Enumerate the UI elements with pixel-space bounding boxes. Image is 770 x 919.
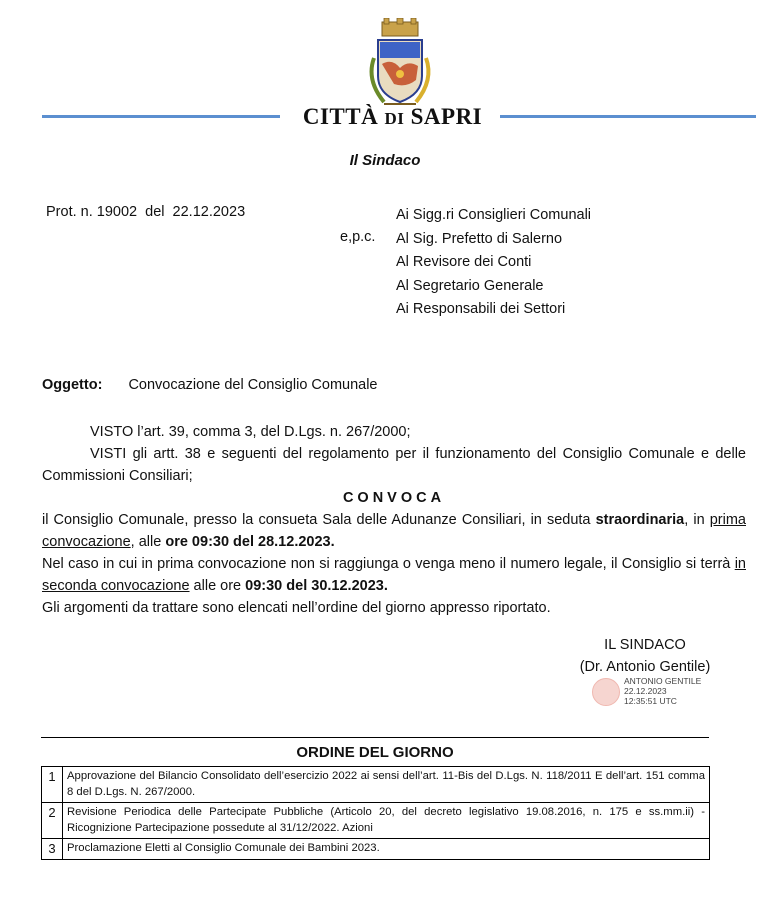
recipient: Al Segretario Generale: [396, 277, 544, 294]
visto-paragraph-1: VISTO l’art. 39, comma 3, del D.Lgs. n. 267/2000;: [90, 424, 411, 440]
recipients-list: [396, 204, 591, 322]
first-date: ore 09:30 del 28.12.2023.: [165, 534, 335, 550]
agenda-item-text: Revisione Periodica delle Partecipate Pubbliche (Articolo 20, del decreto legislativo 19.08.2016, n. 175 e ss.mm.ii) - Ricognizione Partecipazione possedute al 31/12/2022. Azioni: [63, 803, 710, 839]
signature-title: IL SINDACO: [604, 637, 686, 653]
header-line-right: [500, 115, 756, 118]
epc-label: e,p.c.: [340, 229, 376, 245]
digital-time: 12:35:51 UTC: [624, 696, 677, 706]
text-span: il Consiglio Comunale, presso la consueta Sala delle Adunanze Consiliari, in seduta: [42, 512, 596, 528]
agenda-intro: Gli argomenti da trattare sono elencati nell’ordine del giorno appresso riportato.: [42, 600, 551, 616]
convoca-heading: CONVOCA: [342, 490, 446, 506]
issuer-role: Il Sindaco: [349, 152, 421, 169]
convocation-paragraph-1: [42, 509, 746, 553]
coat-of-arms-icon: [360, 18, 440, 110]
agenda-item-text: Approvazione del Bilancio Consolidato dell’esercizio 2022 ai sensi dell’art. 11-Bis del D.Lgs. N. 118/2011 E dell’art. 151 comma 8 del D.Lgs. N. 267/2000.: [63, 767, 710, 803]
city-title-word2: DI: [384, 109, 405, 128]
table-row: [42, 839, 710, 860]
table-row: [42, 803, 710, 839]
session-type: straordinaria: [595, 512, 685, 528]
second-date: 09:30 del 30.12.2023.: [245, 578, 388, 594]
text-span: Nel caso in cui in prima convocazione non si raggiunga o venga meno il numero legale, il Consiglio si terrà: [42, 556, 735, 572]
signature-block: [560, 634, 730, 678]
subject-label: Oggetto:: [42, 377, 103, 393]
recipient: Ai Sigg.ri Consiglieri Comunali: [396, 207, 592, 223]
table-row: [42, 767, 710, 803]
recipient: Al Revisore dei Conti: [396, 254, 532, 270]
subject-text: Convocazione del Consiglio Comunale: [128, 377, 378, 393]
signature-name: (Dr. Antonio Gentile): [579, 659, 711, 675]
first-convocation: prima convocazione: [42, 512, 746, 550]
digital-signature-stamp: [592, 676, 722, 710]
city-title: [290, 104, 495, 130]
agenda-item-number: 1: [42, 767, 63, 803]
agenda-item-number: 3: [42, 839, 63, 860]
visto-paragraph-2: VISTI gli artt. 38 e seguenti del regolamento per il funzionamento del Consiglio Comunale e delle Commissioni Consiliari;: [42, 446, 746, 484]
convocation-paragraph-2: [42, 553, 746, 597]
agenda-divider: [41, 737, 709, 738]
agenda-item-number: 2: [42, 803, 63, 839]
document-body: [42, 421, 746, 619]
protocol-number: Prot. n. 19002 del 22.12.2023: [46, 204, 246, 220]
text-span: , in: [684, 512, 710, 528]
agenda-table: [41, 766, 710, 860]
digital-signer: ANTONIO GENTILE: [624, 676, 702, 686]
recipient: Al Sig. Prefetto di Salerno: [396, 230, 563, 247]
text-span: , alle: [130, 534, 166, 550]
city-title-word1: CITTÀ: [302, 104, 379, 129]
header-line-left: [42, 115, 280, 118]
agenda-item-text: Proclamazione Eletti al Consiglio Comunale dei Bambini 2023.: [63, 839, 710, 860]
subject-line: [42, 377, 378, 393]
city-title-word3: SAPRI: [410, 104, 483, 129]
digital-date: 22.12.2023: [624, 686, 667, 696]
agenda-title: ORDINE DEL GIORNO: [296, 744, 454, 761]
seal-icon: [592, 678, 620, 706]
text-span: alle ore: [189, 578, 246, 594]
second-convocation: in seconda convocazione: [42, 556, 746, 594]
recipient: Ai Responsabili dei Settori: [396, 301, 566, 317]
